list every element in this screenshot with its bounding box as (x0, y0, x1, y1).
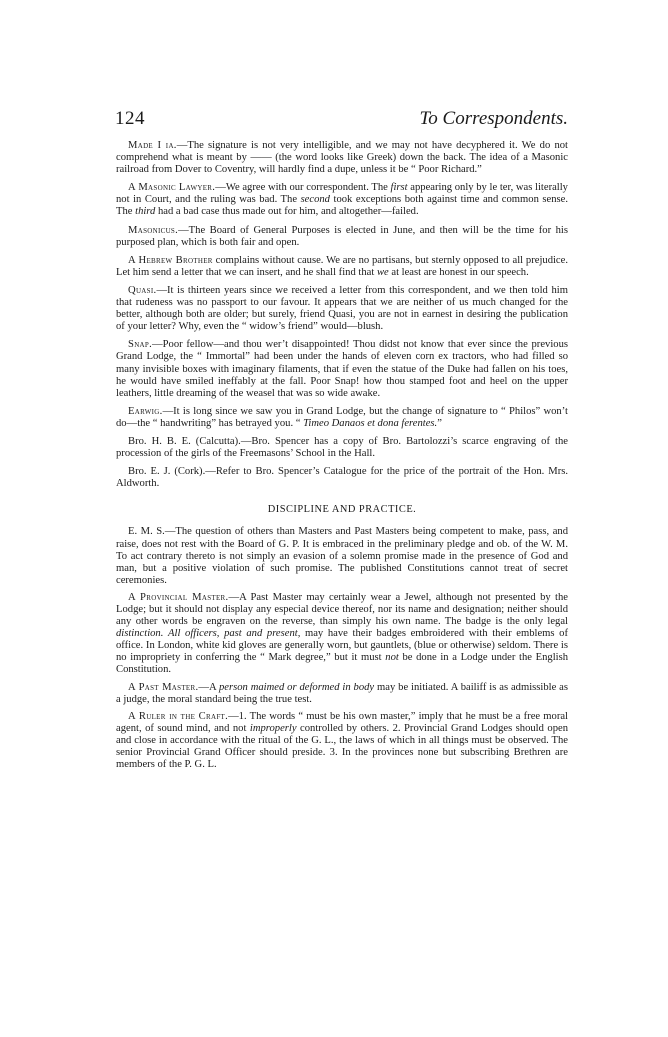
reply-text: —A (198, 681, 219, 693)
reply-text: controlled by others. 2. Provincial Grand Lodges should open and close in accordance with the ritual of the G. L., the laws of which in all things must be observed. The senior Provincial Grand Officer should preside. 3. In the provinces none but subscribing Brethren are members of the P. G. L. (116, 722, 569, 771)
reply-text: may have their badges embroidered with their emblems of office. In London, white kid gloves are generally worn, but gauntlets, (blue or otherwise) seldom. There is no impropriety in conferring the “ Mark degree,” but it must (116, 628, 568, 664)
page-body (116, 140, 568, 776)
reply-paragraph (116, 711, 568, 771)
reply-text: may be initiated. A bailiff is as admissible as a judge, the moral standard being the true test. (116, 681, 569, 705)
italic-text: Timeo Danaos et dona ferentes. (303, 417, 438, 429)
correspondent-name: Bro. E. J. (Cork). (128, 466, 206, 478)
correspondent-name: A Ruler in the Craft. (128, 710, 229, 722)
reply-paragraph (116, 592, 568, 677)
italic-text: second (300, 194, 330, 206)
section-heading: DISCIPLINE AND PRACTICE. (267, 504, 417, 516)
correspondent-name: A Masonic Lawyer. (128, 182, 216, 194)
italic-text: first (390, 182, 408, 194)
reply-text: —Refer to Bro. Spencer’s Catalogue for the price of the portrait of the Hon. Mrs. Aldworth. (116, 466, 568, 490)
reply-text: complains without cause. We are no partisans, but sternly opposed to all prejudice. Let him send a letter that we can insert, and he shall find that (116, 254, 568, 278)
correspondents-section (116, 140, 568, 490)
reply-text: —A Past Master may certainly wear a Jewel, although not presented by the Lodge; but it should not display any especial device thereof, nor its name and designation; neither should any other words be engraven on the reverse, than simply his own name. The badge is the only legal (116, 591, 568, 628)
reply-text: —It is long since we saw you in Grand Lodge, but the change of signature to “ Philos” won’t do—the “ handwriting” has betrayed you. “ (116, 405, 568, 429)
reply-paragraph (116, 436, 568, 460)
correspondent-name: Snap. (128, 339, 153, 351)
page-header (115, 108, 568, 132)
reply-text: —The question of others than Masters and Past Masters being competent to make, pass, and raise, does not rest with the Board of G. P. It is embraced in the preliminary pledge and ob. of the W. M. To act contrary thereto is not simply an evasion of a solemn promise made in the presence of God and man, but a positive violation of such promise. The published Constitutions cannot treat of secret ceremonies. (116, 526, 568, 586)
correspondent-name: Earwig. (128, 405, 163, 417)
italic-text: we (376, 266, 389, 278)
reply-paragraph (116, 406, 568, 430)
reply-text: be done in a Lodge under the English Constitution. (116, 652, 569, 676)
italic-text: All officers, past and present, (168, 628, 301, 640)
italic-text: third (135, 206, 156, 218)
correspondent-name: A Provincial Master. (128, 591, 229, 603)
reply-text: —We agree with our correspondent. The (215, 182, 391, 194)
reply-text: —Bro. Spencer has a copy of Bro. Bartolozzi’s scarce engraving of the procession of the girls of the Freemasons’ School in the Hall. (116, 435, 568, 460)
reply-paragraph (116, 285, 568, 333)
italic-text: person maimed or deformed in body (218, 681, 375, 693)
reply-text: at least are honest in our speech. (388, 266, 529, 278)
reply-text: appearing only by le ter, was literally not in Court, and the ruling was bad. The (116, 182, 568, 206)
reply-text: took exceptions both against time and common sense. The (116, 194, 568, 218)
reply-text: —Poor fellow—and thou wer’t disappointed! Thou didst not know that ever since the previous Grand Lodge, the “ Immortal” had been under the hands of eleven corn ex tractors, who had filled so many invisible boxes with imaginary filaments, that if even the statue of the Duke had fallen on his toes, he would have smiled ineffably at the fall. Poor Snap! how thou stamped foot and heel on the upper leathers, little dreaming of the weasel that was so wide awake. (116, 339, 568, 399)
reply-text: —1. The words “ must be his own master,” imply that he must be a free moral agent, of sound mind, and not (116, 710, 568, 734)
reply-paragraph (116, 225, 568, 249)
correspondent-name: Made I ia. (128, 140, 177, 151)
correspondent-name: Masonicus. (128, 224, 179, 236)
reply-paragraph (116, 182, 568, 218)
reply-paragraph (116, 682, 568, 706)
reply-text: —It is thirteen years since we received a letter from this correspondent, and we then told him that rudeness was no passport to our favour. It appears that we are neither of us much changed for the better, although both are older; but surely, friend Quasi, you are not in earnest in desiring the publication of your letter? Why, even the “ widow’s friend” would—blush. (116, 284, 568, 333)
reply-text: ” (437, 417, 442, 429)
reply-paragraph (116, 255, 568, 279)
discipline-section (116, 526, 568, 771)
page-number: 124 (115, 108, 145, 129)
reply-text: —The Board of General Purposes is elected in June, and then will be the time for his purposed plan, which is both fair and open. (116, 224, 568, 248)
italic-text: not (385, 652, 399, 664)
reply-paragraph (116, 526, 568, 586)
reply-text: had a bad case thus made out for him, and altogether—failed. (155, 206, 419, 218)
reply-paragraph (116, 466, 568, 490)
running-title: To Correspondents. (419, 108, 568, 129)
italic-text: improperly (249, 722, 297, 734)
reply-text: —The signature is not very intelligible, and we may not have decyphered it. We do not comprehend what is meant by —— (the word looks like Greek) down the back. The idea of a Masonic railroad from Dover to Coventry, will hardly find a dupe, unless it be “ Poor Richard.” (116, 140, 568, 176)
correspondent-name: A Hebrew Brother (128, 254, 213, 266)
italic-text: distinction. (116, 628, 164, 640)
correspondent-name: Quasi. (128, 284, 157, 296)
reply-paragraph (116, 140, 568, 176)
correspondent-name: Bro. H. B. E. (Calcutta). (128, 435, 241, 447)
reply-paragraph (116, 339, 568, 399)
correspondent-name: A Past Master. (128, 681, 199, 693)
correspondent-name: E. M. S. (128, 526, 165, 538)
